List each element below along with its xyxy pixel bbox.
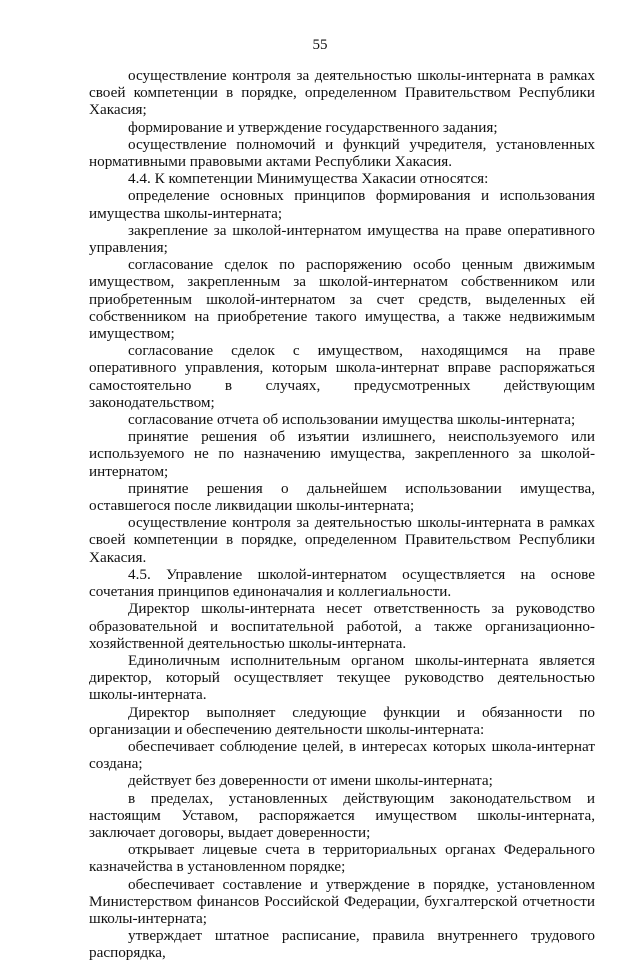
paragraph: Директор школы-интерната несет ответственность за руководство образовательной и воспитательной работой, а также организационно-хозяйственной деятельностью школы-интерната. <box>89 600 595 652</box>
paragraph: утверждает штатное расписание, правила внутреннего трудового распорядка, <box>89 927 595 962</box>
paragraph: осуществление контроля за деятельностью школы-интерната в рамках своей компетенции в порядке, определенном Правительством Республики Хакасия; <box>89 67 595 119</box>
paragraph: осуществление полномочий и функций учредителя, установленных нормативными правовыми актами Республики Хакасия. <box>89 135 595 171</box>
paragraph: принятие решения о дальнейшем использовании имущества, оставшегося после ликвидации школы-интерната; <box>89 479 595 515</box>
paragraph: определение основных принципов формирования и использования имущества школы-интерната; <box>89 187 595 222</box>
document-body <box>89 67 595 962</box>
paragraph: обеспечивает составление и утверждение в порядке, установленном Министерством финансов Российской Федерации, бухгалтерской отчетности школы-интерната; <box>89 875 595 927</box>
paragraph: согласование сделок по распоряжению особо ценным движимым имуществом, закрепленным за школой-интернатом собственником или приобретенным школой-интернатом за счет средств, выделенных ей собственником на приобретение такого имущества, а также недвижимым имуществом; <box>89 256 595 343</box>
paragraph: в пределах, установленных действующим законодательством и настоящим Уставом, распоряжается имуществом школы-интерната, заключает договоры, выдает доверенности; <box>89 789 595 841</box>
paragraph: закрепление за школой-интернатом имущества на праве оперативного управления; <box>89 221 595 257</box>
paragraph: осуществление контроля за деятельностью школы-интерната в рамках своей компетенции в порядке, определенном Правительством Республики Хакасия. <box>89 514 595 566</box>
paragraph: действует без доверенности от имени школы-интерната; <box>128 772 493 790</box>
page-number: 55 <box>312 37 328 53</box>
section-heading-4-5: 4.5. Управление школой-интернатом осуществляется на основе сочетания принципов единоначалия и коллегиальности. <box>89 565 595 601</box>
paragraph: открывает лицевые счета в территориальных органах Федерального казначейства в установленном порядке; <box>89 841 595 876</box>
paragraph: согласование отчета об использовании имущества школы-интерната; <box>128 411 576 429</box>
paragraph: Директор выполняет следующие функции и обязанности по организации и обеспечению деятельности школы-интерната: <box>89 703 595 738</box>
paragraph: принятие решения об изъятии излишнего, неиспользуемого или используемого не по назначению имущества, закрепленного за школой-интернатом; <box>89 428 595 480</box>
paragraph: Единоличным исполнительным органом школы-интерната является директор, который осуществляет текущее руководство деятельностью школы-интерната. <box>89 651 595 704</box>
paragraph: согласование сделок с имуществом, находящимся на праве оперативного управления, которым школа-интернат вправе распоряжаться самостоятельно в случаях, предусмотренных действующим законодательством; <box>89 342 595 411</box>
section-heading-4-4: 4.4. К компетенции Минимущества Хакасии относятся: <box>128 170 489 188</box>
paragraph: обеспечивает соблюдение целей, в интересах которых школа-интернат создана; <box>89 737 595 773</box>
paragraph: формирование и утверждение государственного задания; <box>128 118 498 136</box>
